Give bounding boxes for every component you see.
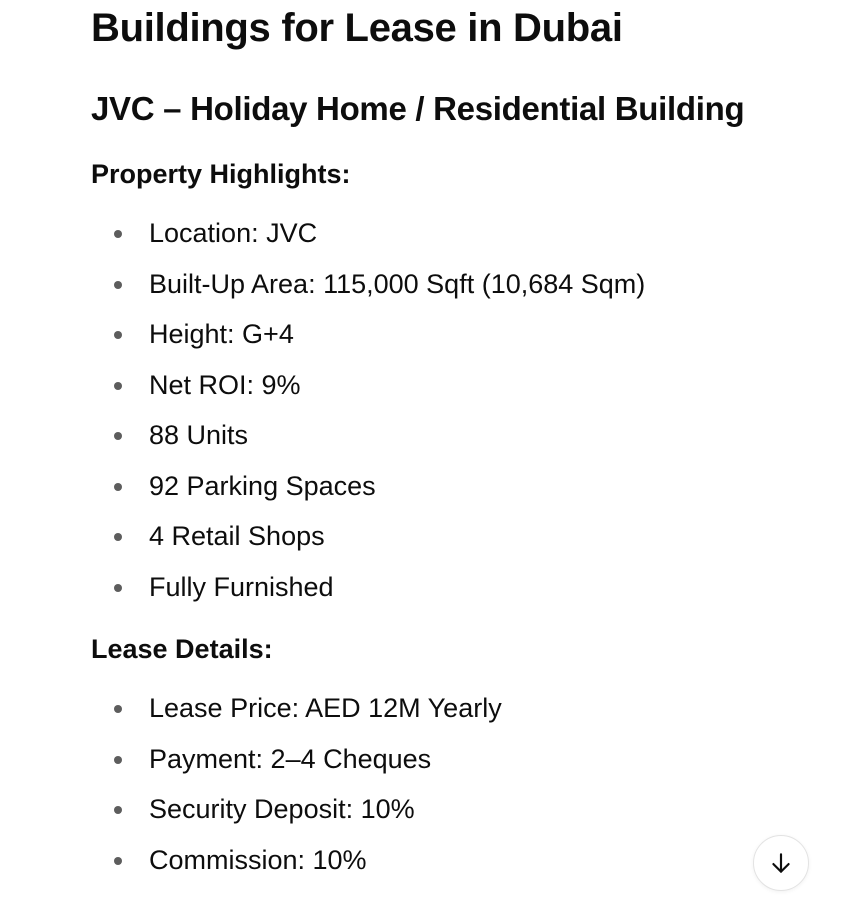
list-item [91, 512, 645, 563]
page-title: Buildings for Lease in Dubai [91, 6, 623, 50]
lease-heading: Lease Details: [91, 634, 273, 664]
list-item [91, 310, 645, 361]
list-item-text: Security Deposit: 10% [149, 794, 415, 824]
list-item-text: Lease Price: AED 12M Yearly [149, 693, 502, 723]
list-item [91, 462, 645, 513]
list-item-text: Built-Up Area: 115,000 Sqft (10,684 Sqm) [149, 268, 646, 299]
bullet-icon [114, 230, 122, 238]
list-item-text: Height: G+4 [149, 319, 294, 349]
highlights-list [91, 209, 645, 613]
list-item-text: Location: JVC [149, 218, 318, 248]
list-item-text: Commission: 10% [149, 844, 367, 875]
scroll-to-bottom-button[interactable] [753, 835, 809, 891]
list-item [91, 361, 645, 412]
bullet-icon [114, 483, 122, 491]
list-item [91, 411, 645, 462]
list-item [91, 785, 502, 836]
list-item-text: Payment: 2–4 Cheques [149, 743, 432, 774]
bullet-icon [114, 705, 122, 713]
arrow-down-icon [768, 850, 794, 876]
list-item [91, 836, 502, 887]
list-item [91, 260, 645, 311]
list-item [91, 563, 645, 614]
bullet-icon [114, 756, 122, 764]
list-item [91, 735, 502, 786]
list-item-text: 88 Units [149, 420, 249, 450]
building-heading: JVC – Holiday Home / Residential Building [91, 90, 745, 127]
list-item-text: 4 Retail Shops [149, 521, 325, 551]
list-item [91, 684, 502, 735]
bullet-icon [114, 806, 122, 814]
lease-list [91, 684, 502, 886]
bullet-icon [114, 382, 122, 390]
bullet-icon [114, 857, 122, 865]
list-item-text: Fully Furnished [149, 571, 334, 602]
bullet-icon [114, 533, 122, 541]
bullet-icon [114, 281, 122, 289]
list-item-text: 92 Parking Spaces [149, 470, 376, 501]
bullet-icon [114, 331, 122, 339]
list-item-text: Net ROI: 9% [149, 369, 301, 400]
bullet-icon [114, 432, 122, 440]
highlights-heading: Property Highlights: [91, 159, 351, 189]
list-item [91, 209, 645, 260]
bullet-icon [114, 584, 122, 592]
